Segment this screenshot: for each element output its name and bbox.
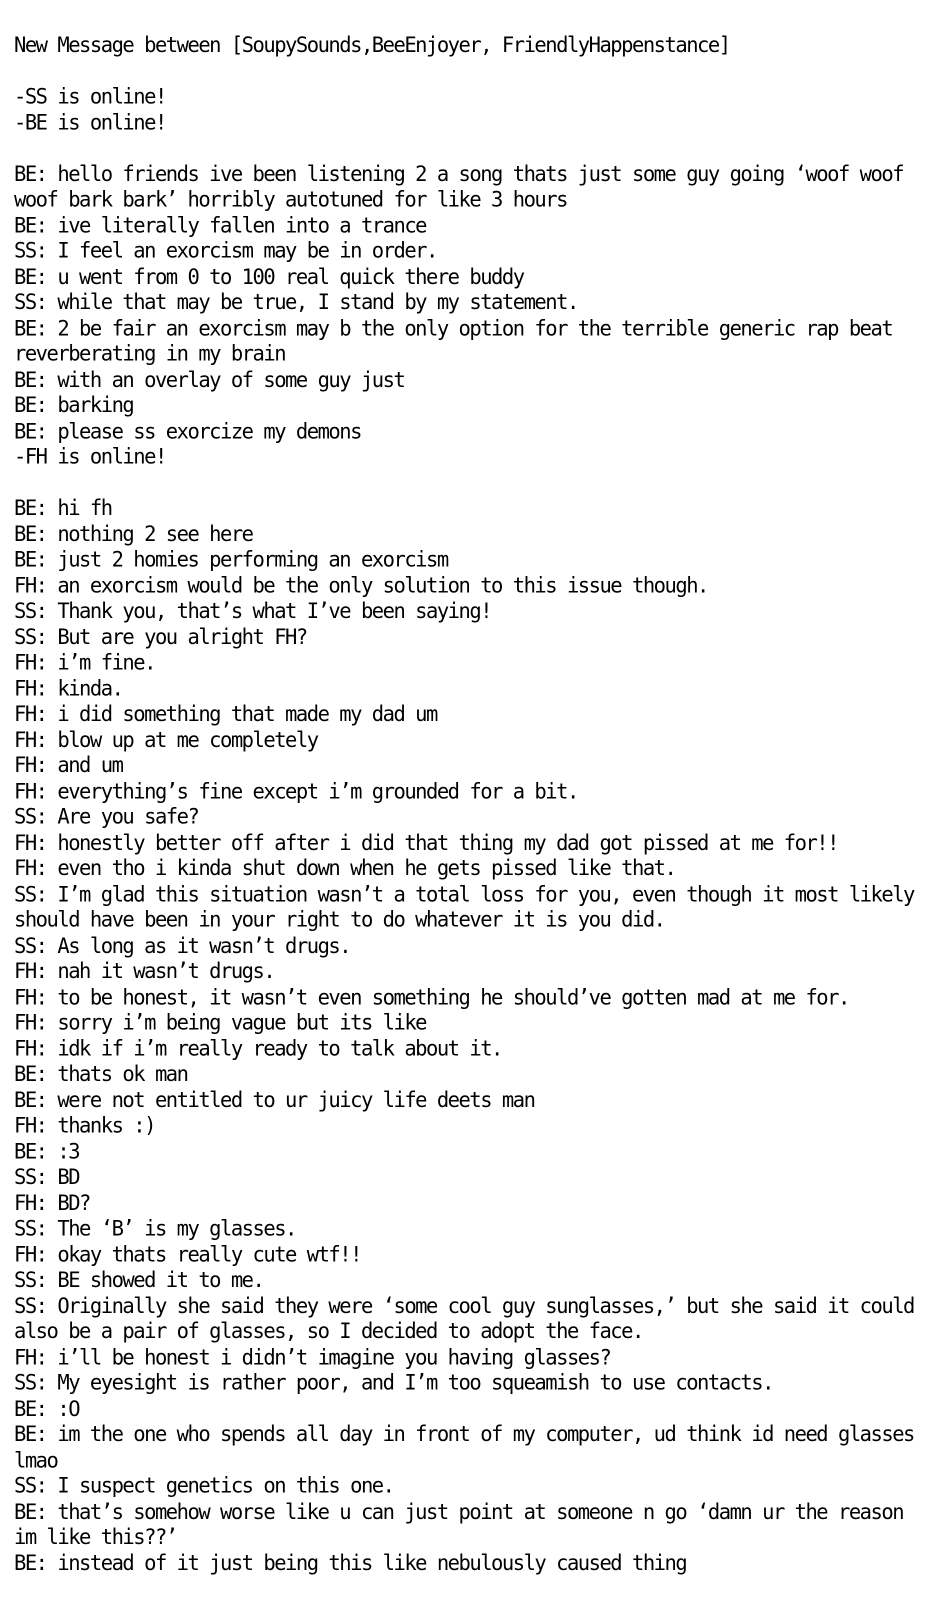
status-block xyxy=(14,444,934,470)
conversation-header: New Message between [SoupySounds,BeeEnjoyer, FriendlyHappenstance] xyxy=(14,32,730,58)
spacer xyxy=(14,58,934,84)
message-line: FH: sorry i’m being vague but its like xyxy=(14,1009,426,1035)
message-line: SS: I feel an exorcism may be in order. xyxy=(14,237,437,263)
message-line: FH: honestly better off after i did that thing my dad got pissed at me for!! xyxy=(14,829,838,855)
message-line: SS: The ‘B’ is my glasses. xyxy=(14,1215,296,1241)
status-line: -SS is online! xyxy=(14,83,166,109)
message-line: FH: even tho i kinda shut down when he gets pissed like that. xyxy=(14,855,676,881)
message-line: BE: were not entitled to ur juicy life deets man xyxy=(14,1086,535,1112)
message-line: BE: please ss exorcize my demons xyxy=(14,417,361,444)
message-line: SS: My eyesight is rather poor, and I’m too squeamish to use contacts. xyxy=(14,1369,773,1395)
message-line: FH: blow up at me completely xyxy=(14,726,318,752)
message-line: SS: I suspect genetics on this one. xyxy=(14,1472,394,1498)
message-line: BE: just 2 homies performing an exorcism xyxy=(14,546,448,572)
message-line: SS: Originally she said they were ‘some cool guy sunglasses,’ but she said it could also be a pair of glasses, so I decided to adopt the face. xyxy=(14,1292,925,1344)
message-line: FH: BD? xyxy=(14,1189,90,1215)
status-block xyxy=(14,83,934,134)
message-line: BE: instead of it just being this like nebulously caused thing xyxy=(14,1549,687,1575)
message-line: SS: BE showed it to me. xyxy=(14,1266,264,1292)
message-line: BE: that’s somehow worse like u can just point at someone n go ‘damn ur the reason im like this??’ xyxy=(14,1498,914,1550)
message-line: FH: thanks :) xyxy=(14,1112,155,1138)
message-line: SS: As long as it wasn’t drugs. xyxy=(14,932,351,958)
message-line: FH: i did something that made my dad um xyxy=(14,700,437,727)
status-line: -BE is online! xyxy=(14,109,166,135)
message-line: FH: i’ll be honest i didn’t imagine you having glasses? xyxy=(14,1343,611,1370)
message-line: SS: I’m glad this situation wasn’t a total loss for you, even though it most likely should have been in your right to do whatever it is you did. xyxy=(14,880,925,932)
message-list xyxy=(14,495,934,1575)
message-line: BE: :3 xyxy=(14,1138,80,1164)
message-line: BE: with an overlay of some guy just xyxy=(14,366,405,392)
message-line: BE: hi fh xyxy=(14,495,112,521)
message-line: FH: to be honest, it wasn’t even something he should’ve gotten mad at me for. xyxy=(14,983,849,1010)
message-line: BE: ive literally fallen into a trance xyxy=(14,212,426,238)
message-line: SS: BD xyxy=(14,1163,80,1190)
message-line: BE: thats ok man xyxy=(14,1061,188,1087)
message-line: FH: i’m fine. xyxy=(14,649,155,675)
message-line: FH: and um xyxy=(14,752,123,778)
message-line: SS: But are you alright FH? xyxy=(14,623,307,649)
spacer xyxy=(14,135,934,161)
message-line: BE: hello friends ive been listening 2 a song thats just some guy going ‘woof woof woof bark bark’ horribly autotuned for like 3 hours xyxy=(14,160,914,212)
message-line: FH: kinda. xyxy=(14,675,123,701)
message-line: BE: nothing 2 see here xyxy=(14,520,253,546)
message-line: BE: :O xyxy=(14,1395,80,1421)
message-list xyxy=(14,161,934,444)
message-line: BE: 2 be fair an exorcism may b the only option for the terrible generic rap beat reverberating in my brain xyxy=(14,314,904,366)
message-line: FH: everything’s fine except i’m grounded for a bit. xyxy=(14,778,578,804)
message-line: SS: Are you safe? xyxy=(14,803,199,829)
message-line: BE: barking xyxy=(14,392,134,418)
message-line: FH: an exorcism would be the only solution to this issue though. xyxy=(14,572,708,598)
message-line: FH: okay thats really cute wtf!! xyxy=(14,1241,361,1267)
message-line: SS: while that may be true, I stand by my statement. xyxy=(14,289,578,315)
spacer xyxy=(14,469,934,495)
chat-log xyxy=(14,32,934,1575)
message-line: FH: nah it wasn’t drugs. xyxy=(14,958,275,984)
message-line: SS: Thank you, that’s what I’ve been saying! xyxy=(14,597,492,624)
message-line: BE: u went from 0 to 100 real quick there buddy xyxy=(14,263,524,289)
message-line: BE: im the one who spends all day in front of my computer, ud think id need glasses lmao xyxy=(14,1421,925,1473)
message-line: FH: idk if i’m really ready to talk about it. xyxy=(14,1035,502,1061)
status-line: -FH is online! xyxy=(14,443,166,469)
